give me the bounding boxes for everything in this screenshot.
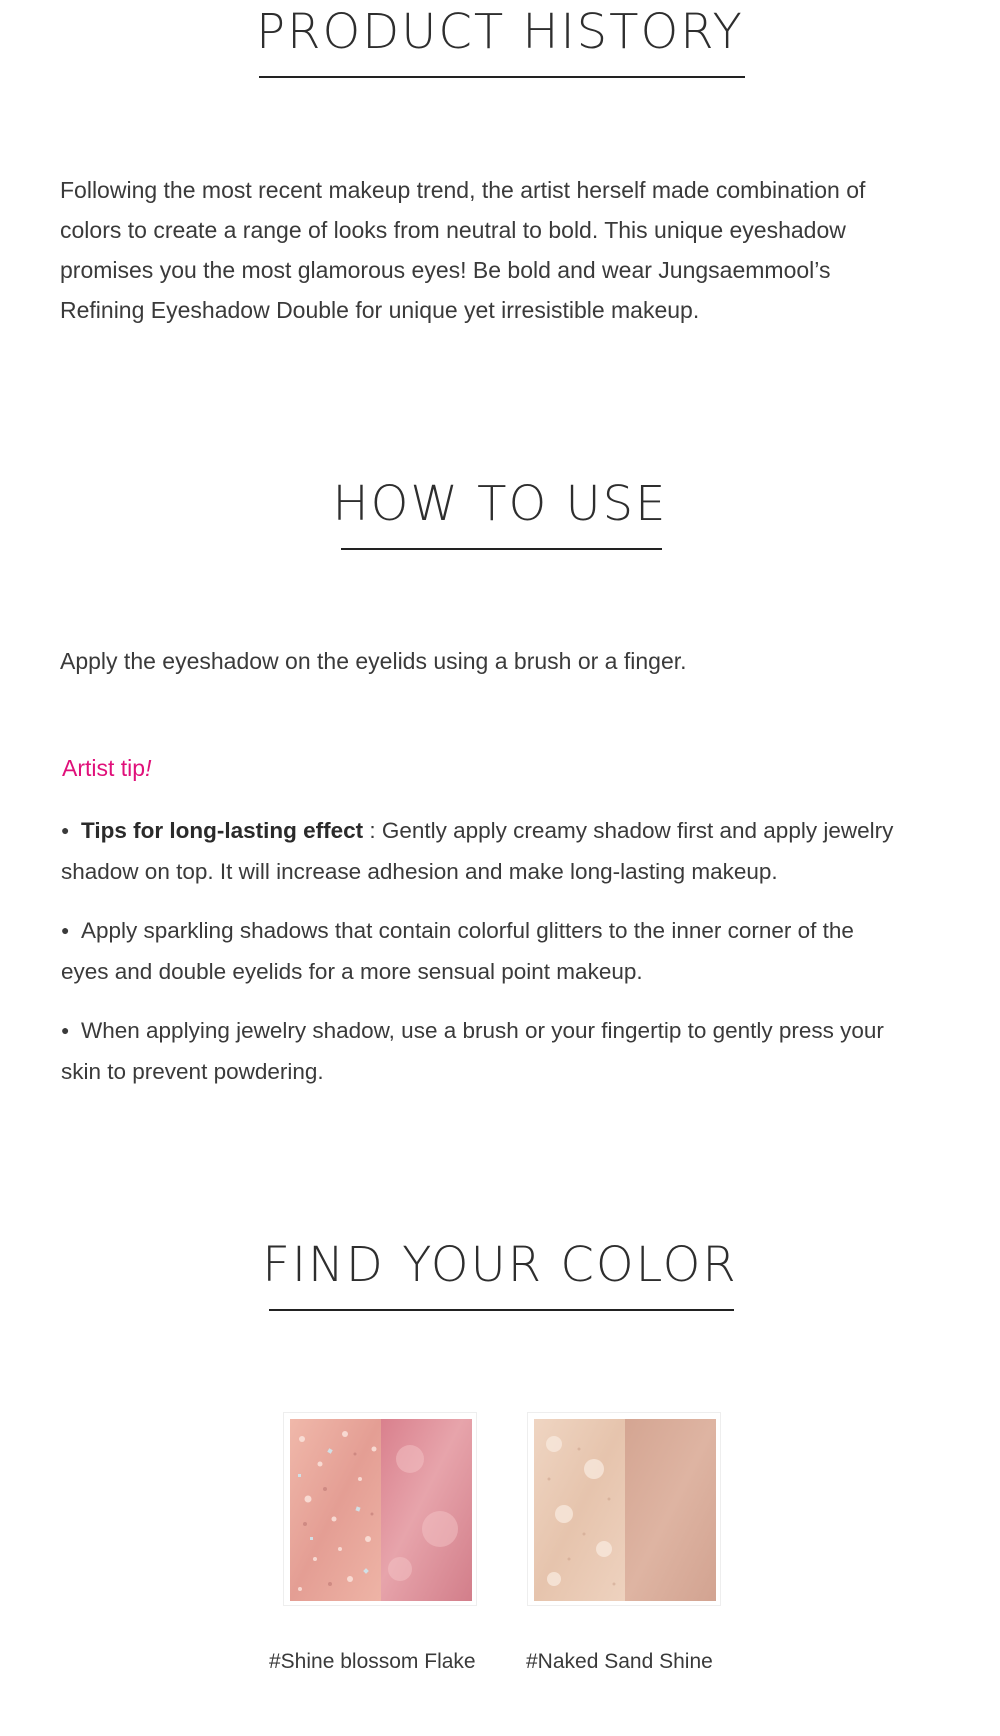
swatch-left-half	[290, 1419, 381, 1601]
bullet-icon: ●	[61, 822, 70, 839]
swatch-image	[290, 1419, 472, 1601]
swatch-right-half	[625, 1419, 716, 1601]
tip-item	[61, 811, 961, 892]
product-history-line: promises you the most glamorous eyes! Be bold and wear Jungsaemmool’s	[60, 257, 831, 283]
color-swatch-naked-sand-shine[interactable]	[527, 1412, 721, 1606]
tip-line	[61, 911, 961, 952]
swatch-texture	[290, 1419, 472, 1601]
swatch-texture	[534, 1419, 716, 1601]
product-history-line: Following the most recent makeup trend, the artist herself made combination of	[60, 177, 866, 203]
tip-line: eyes and double eyelids for a more sensual point makeup.	[61, 959, 643, 985]
bullet-icon: ●	[61, 1022, 70, 1039]
tip-line: skin to prevent powdering.	[61, 1059, 324, 1085]
product-history-line: Refining Eyeshadow Double for unique yet irresistible makeup.	[60, 297, 700, 323]
tip-item	[61, 1011, 961, 1092]
tip-text: : Gently apply creamy shadow first and apply jewelry	[363, 818, 894, 843]
color-label-shine-blossom-flake[interactable]: #Shine blossom Flake	[269, 1650, 476, 1673]
find-your-color-title: FIND YOUR COLOR	[262, 1237, 738, 1293]
tip-item	[61, 911, 961, 992]
swatch-image	[534, 1419, 716, 1601]
product-history-text	[60, 170, 960, 330]
find-your-color-rule	[269, 1309, 734, 1311]
product-history-title: PRODUCT HISTORY	[256, 4, 744, 60]
artist-tip-label: Artist tip	[62, 755, 146, 781]
tip-text: When applying jewelry shadow, use a brush or your fingertip to gently press your	[81, 1018, 884, 1043]
color-label-naked-sand-shine[interactable]: #Naked Sand Shine	[526, 1650, 713, 1673]
how-to-use-instruction: Apply the eyeshadow on the eyelids using a brush or a finger.	[60, 648, 687, 674]
tip-line	[61, 1011, 961, 1052]
product-history-line: colors to create a range of looks from neutral to bold. This unique eyeshadow	[60, 217, 846, 243]
tip-bold-lead: Tips for long-lasting effect	[81, 818, 364, 843]
how-to-use-title: HOW TO USE	[332, 476, 668, 532]
tip-line: shadow on top. It will increase adhesion and make long-lasting makeup.	[61, 859, 778, 885]
bullet-icon: ●	[61, 922, 70, 939]
product-history-rule	[259, 76, 745, 78]
tip-text: Apply sparkling shadows that contain colorful glitters to the inner corner of the	[81, 918, 854, 943]
tip-line	[61, 811, 961, 852]
artist-tip-heading	[62, 752, 151, 784]
color-swatch-shine-blossom-flake[interactable]	[283, 1412, 477, 1606]
artist-tip-exclamation: !	[145, 755, 152, 781]
how-to-use-rule	[341, 548, 662, 550]
